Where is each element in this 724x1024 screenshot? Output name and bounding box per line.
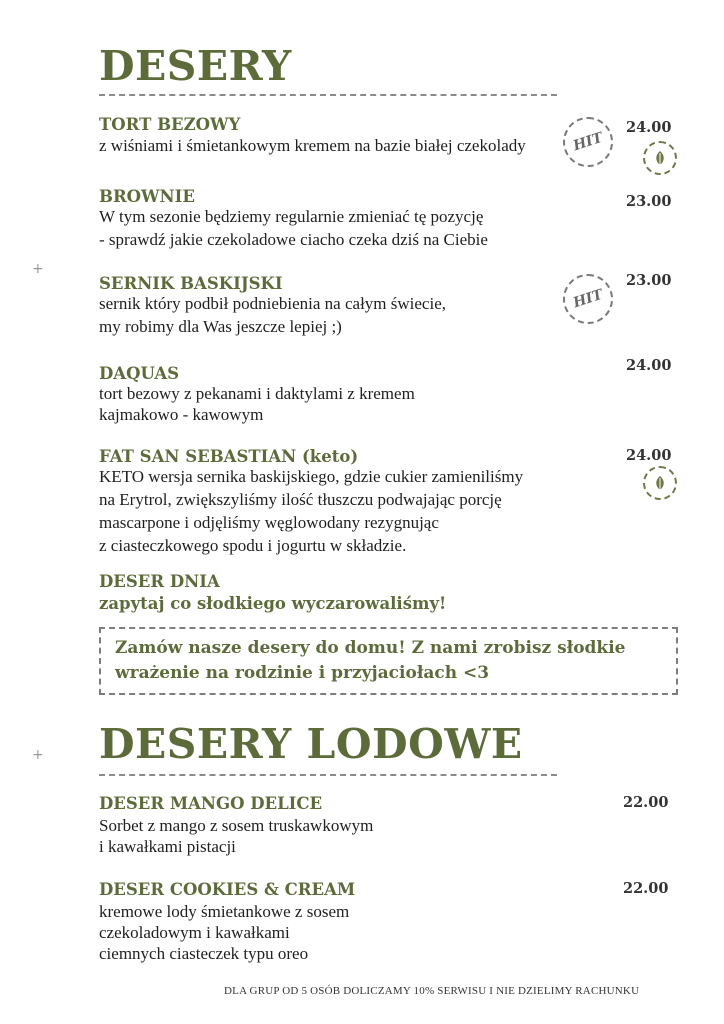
item-description: czekoladowym i kawałkami xyxy=(99,923,290,942)
section-title-desery-lodowe: DESERY LODOWE xyxy=(99,720,523,768)
item-description: my robimy dla Was jeszcze lepiej ;) xyxy=(99,317,342,336)
item-description: Sorbet z mango z sosem truskawkowym xyxy=(99,816,374,835)
item-name: SERNIK BASKIJSKI xyxy=(99,274,283,293)
item-description: tort bezowy z pekanami i daktylami z kremem xyxy=(99,384,415,403)
item-description: z ciasteczkowego spodu i jogurtu w składzie. xyxy=(99,536,407,555)
promo-line: Zamów nasze desery do domu! Z nami zrobisz słodkie xyxy=(115,638,626,658)
item-description: zapytaj co słodkiego wyczarowaliśmy! xyxy=(99,594,447,613)
hit-badge xyxy=(563,274,613,324)
item-description: - sprawdź jakie czekoladowe ciacho czeka dziś na Ciebie xyxy=(99,230,488,249)
footer-note: DLA GRUP OD 5 OSÓB DOLICZAMY 10% SERWISU I NIE DZIELIMY RACHUNKU xyxy=(224,985,640,997)
item-description: W tym sezonie będziemy regularnie zmieniać tę pozycję xyxy=(99,207,484,226)
leaf-icon xyxy=(643,466,677,500)
item-name: FAT SAN SEBASTIAN (keto) xyxy=(99,447,359,466)
item-name: DESER MANGO DELICE xyxy=(99,794,323,813)
item-price: 23.00 xyxy=(626,272,672,289)
item-price: 24.00 xyxy=(626,119,672,136)
item-description: kajmakowo - kawowym xyxy=(99,405,264,424)
hit-badge xyxy=(563,117,613,167)
item-description: ciemnych ciasteczek typu oreo xyxy=(99,944,309,963)
item-description: kremowe lody śmietankowe z sosem xyxy=(99,902,350,921)
section-divider xyxy=(99,94,557,96)
leaf-icon xyxy=(643,141,677,175)
item-name: DESER DNIA xyxy=(99,572,220,591)
item-price: 24.00 xyxy=(626,357,672,374)
item-name: TORT BEZOWY xyxy=(99,115,241,134)
item-description: mascarpone i odjęliśmy węglowodany rezygnując xyxy=(99,513,439,532)
item-name: BROWNIE xyxy=(99,187,195,206)
hit-badge-label: HIT xyxy=(571,129,605,155)
item-description: na Erytrol, zwiększyliśmy ilość tłuszczu podwajając porcję xyxy=(99,490,502,509)
item-description: sernik który podbił podniebienia na całym świecie, xyxy=(99,294,446,313)
plus-icon: + xyxy=(32,747,44,763)
hit-badge-label: HIT xyxy=(571,286,605,312)
item-description: i kawałkami pistacji xyxy=(99,837,236,856)
item-price: 22.00 xyxy=(623,880,669,897)
promo-line: wrażenie na rodzinie i przyjaciołach <3 xyxy=(115,663,490,683)
item-name: DAQUAS xyxy=(99,364,180,383)
item-name: DESER COOKIES & CREAM xyxy=(99,880,356,899)
item-price: 23.00 xyxy=(626,193,672,210)
section-title-desery: DESERY xyxy=(99,42,292,90)
item-price: 24.00 xyxy=(626,447,672,464)
item-description: KETO wersja sernika baskijskiego, gdzie cukier zamieniliśmy xyxy=(99,467,524,486)
section-divider xyxy=(99,774,557,776)
item-price: 22.00 xyxy=(623,794,669,811)
item-description: z wiśniami i śmietankowym kremem na bazie białej czekolady xyxy=(99,136,526,155)
plus-icon: + xyxy=(32,261,44,277)
